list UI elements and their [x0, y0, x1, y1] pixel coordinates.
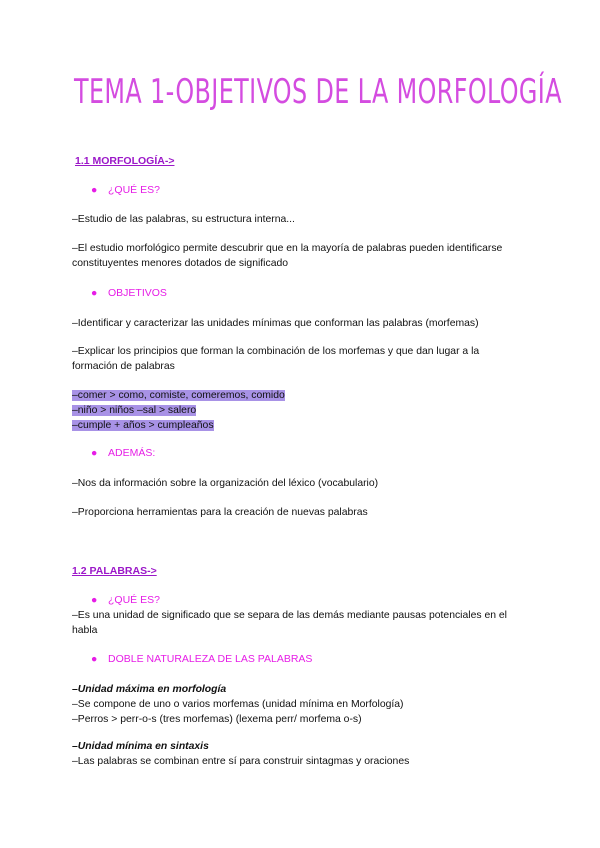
subsection-title: –Unidad mínima en sintaxis [72, 741, 209, 752]
list-item: –Perros > perr-o-s (tres morfemas) (lexema perr/ morfema o-s) [72, 714, 362, 725]
paragraph: –El estudio morfológico permite descubrir que en la mayoría de palabras pueden identificarse constituyentes menores dotados de significado [72, 243, 503, 269]
example-line: –cumple + años > cumpleaños [72, 420, 214, 431]
bullet-label: ¿QUÉ ES? [108, 594, 160, 606]
section-heading-palabras: 1.2 PALABRAS-> [72, 565, 157, 577]
subsection-title: –Unidad máxima en morfología [72, 684, 227, 695]
bullet-dot-icon: ● [91, 594, 98, 606]
bullet-label: DOBLE NATURALEZA DE LAS PALABRAS [108, 653, 313, 665]
bullet-dot-icon: ● [91, 653, 98, 665]
example-line: –comer > como, comiste, comeremos, comido [72, 390, 285, 401]
section-heading-morfologia: 1.1 MORFOLOGÍA-> [75, 155, 175, 167]
bullet-objetivos [91, 287, 167, 299]
bullet-doble-naturaleza [91, 653, 312, 665]
bullet-dot-icon: ● [91, 447, 98, 459]
page-title: TEMA 1-OBJETIVOS DE LA MORFOLOGÍA [74, 72, 562, 112]
bullet-que-es-1 [91, 184, 160, 196]
paragraph: –Proporciona herramientas para la creación de nuevas palabras [72, 507, 368, 518]
bullet-label: ¿QUÉ ES? [108, 184, 160, 196]
bullet-label: OBJETIVOS [108, 287, 167, 299]
bullet-que-es-2 [91, 594, 160, 606]
list-item: –Las palabras se combinan entre sí para construir sintagmas y oraciones [72, 756, 410, 767]
paragraph: –Es una unidad de significado que se separa de las demás mediante pausas potenciales en el habla [72, 610, 507, 636]
paragraph: –Estudio de las palabras, su estructura interna... [72, 214, 295, 225]
subsection-unidad-minima [72, 739, 522, 769]
paragraph: –Nos da información sobre la organización del léxico (vocabulario) [72, 478, 379, 489]
paragraph: –Identificar y caracterizar las unidades mínimas que conforman las palabras (morfemas) [72, 318, 479, 329]
list-item: –Se compone de uno o varios morfemas (unidad mínima en Morfología) [72, 699, 404, 710]
bullet-ademas [91, 447, 155, 459]
bullet-dot-icon: ● [91, 184, 98, 196]
example-line: –niño > niños –sal > salero [72, 405, 197, 416]
subsection-unidad-maxima [72, 682, 522, 727]
highlighted-examples [72, 388, 522, 433]
bullet-label: ADEMÁS: [108, 447, 156, 459]
bullet-dot-icon: ● [91, 287, 98, 299]
paragraph: –Explicar los principios que forman la combinación de los morfemas y que dan lugar a la formación de palabras [72, 346, 480, 372]
